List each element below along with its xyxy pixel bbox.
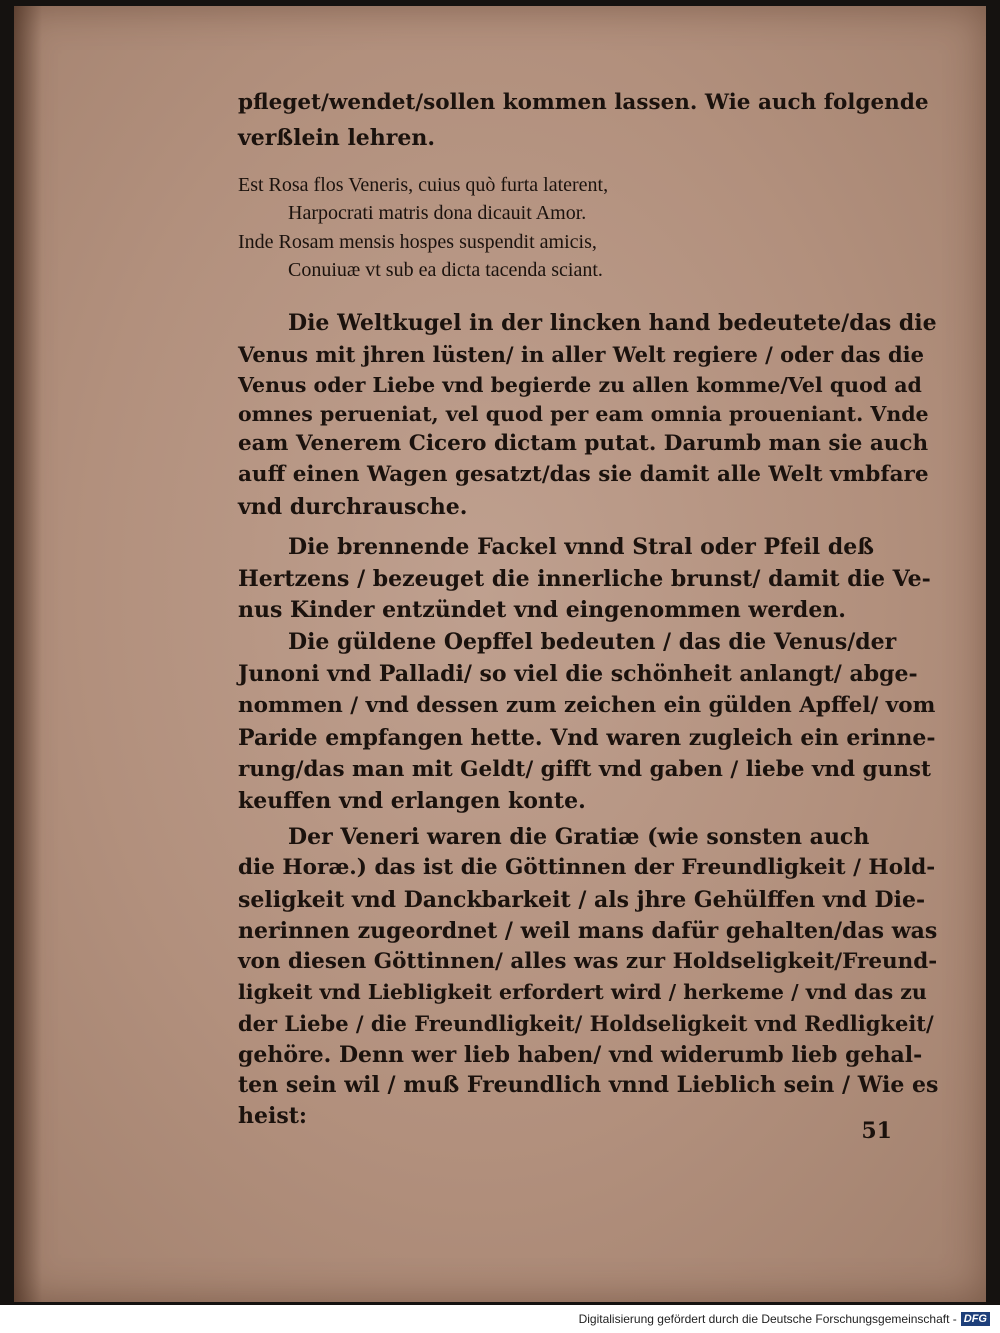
text-line: verßlein lehren.: [238, 125, 436, 151]
text-line: heist:: [238, 1103, 308, 1129]
text-line: Venus mit jhren lüsten/ in aller Welt regiere / oder das die: [238, 342, 924, 367]
text-line: Der Veneri waren die Gratiæ (wie sonsten auch: [288, 824, 870, 850]
text-line: ten sein wil / muß Freundlich vnnd Lieblich sein / Wie es: [238, 1072, 939, 1098]
text-line: Die Weltkugel in der lincken hand bedeutete/das die: [288, 310, 937, 336]
verse-line: Inde Rosam mensis hospes suspendit amicis,: [238, 231, 597, 253]
verse-line: Conuiuæ vt sub ea dicta tacenda sciant.: [288, 259, 603, 281]
text-line: pfleget/wendet/sollen kommen lassen. Wie auch folgende: [238, 90, 929, 115]
dfg-logo: DFG: [961, 1312, 990, 1326]
text-line: keuffen vnd erlangen konte.: [238, 788, 586, 814]
text-line: rung/das man mit Geldt/ gifft vnd gaben / liebe vnd gunst: [238, 757, 931, 782]
text-line: ligkeit vnd Liebligkeit erfordert wird / herkeme / vnd das zu: [238, 980, 927, 1004]
text-line: Junoni vnd Palladi/ so viel die schönheit anlangt/ abge-: [238, 661, 918, 687]
text-line: nus Kinder entzündet vnd eingenommen werden.: [238, 597, 846, 623]
page-number: 51: [861, 1118, 892, 1144]
text-line: gehöre. Denn wer lieb haben/ vnd widerumb lieb gehal-: [238, 1042, 923, 1068]
text-line: Paride empfangen hette. Vnd waren zugleich ein erinne-: [238, 725, 936, 751]
footer-credit: Digitalisierung gefördert durch die Deutsche Forschungsgemeinschaft -: [578, 1312, 957, 1326]
text-line: Die güldene Oepffel bedeuten / das die Venus/der: [288, 629, 897, 655]
text-line: seligkeit vnd Danckbarkeit / als jhre Gehülffen vnd Die-: [238, 887, 926, 913]
verse-line: Harpocrati matris dona dicauit Amor.: [288, 202, 587, 224]
text-line: vnd durchrausche.: [238, 494, 468, 520]
text-line: auff einen Wagen gesatzt/das sie damit alle Welt vmbfare: [238, 462, 929, 487]
text-line: die Horæ.) das ist die Göttinnen der Freundligkeit / Hold-: [238, 855, 936, 880]
text-line: der Liebe / die Freundligkeit/ Holdseligkeit vnd Redligkeit/: [238, 1011, 934, 1036]
text-line: Hertzens / bezeuget die innerliche brunst/ damit die Ve-: [238, 566, 931, 592]
text-line: Venus oder Liebe vnd begierde zu allen komme/Vel quod ad: [238, 373, 922, 397]
text-line: eam Venerem Cicero dictam putat. Darumb man sie auch: [238, 431, 929, 456]
text-line: von diesen Göttinnen/ alles was zur Holdseligkeit/Freund-: [238, 949, 938, 974]
text-line: omnes perueniat, vel quod per eam omnia proueniant. Vnde: [238, 402, 929, 426]
text-line: Die brennende Fackel vnnd Stral oder Pfeil deß: [288, 534, 874, 560]
footer-bar: [0, 1305, 1000, 1333]
verse-line: Est Rosa flos Veneris, cuius quò furta laterent,: [238, 174, 609, 196]
text-line: nerinnen zugeordnet / weil mans dafür gehalten/das was: [238, 918, 938, 944]
text-line: nommen / vnd dessen zum zeichen ein gülden Apffel/ vom: [238, 693, 936, 718]
